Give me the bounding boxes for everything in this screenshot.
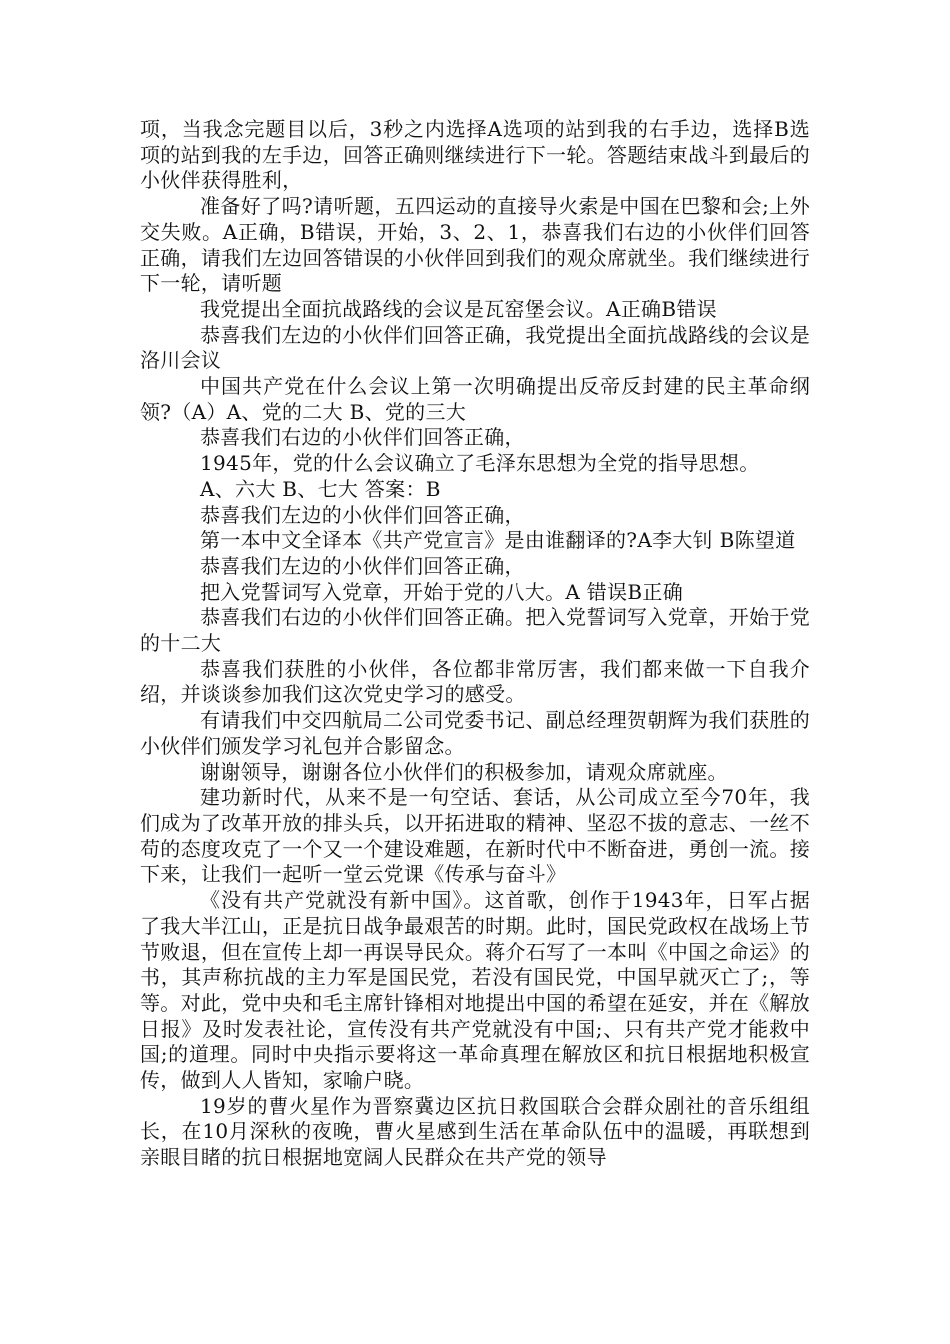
paragraph: 中国共产党在什么会议上第一次明确提出反帝反封建的民主革命纲领?（A）A、党的二大 B、党的三大 bbox=[140, 374, 810, 424]
paragraph: 准备好了吗?请听题，五四运动的直接导火索是中国在巴黎和会;上外交失败。A正确，B错误，开始，3、2、1，恭喜我们右边的小伙伴们回答正确，请我们左边回答错误的小伙伴回到我们的观众席就坐。我们继续进行下一轮，请听题 bbox=[140, 194, 810, 296]
paragraph: 恭喜我们左边的小伙伴们回答正确，我党提出全面抗战路线的会议是洛川会议 bbox=[140, 322, 810, 373]
paragraph: 恭喜我们左边的小伙伴们回答正确， bbox=[200, 502, 525, 527]
paragraph: 《没有共产党就没有新中国》。这首歌，创作于1943年，日军占据了我大半江山，正是抗日战争最艰苦的时期。此时，国民党政权在战场上节节败退，但在宣传上却一再误导民众。蒋介石写了一本叫《中国之命运》的书，其声称抗战的主力军是国民党，若没有国民党，中国早就灭亡了;，等等。对此，党中央和毛主席针锋相对地提出中国的希望在延安，并在《解放日报》及时发表社论，宣传没有共产党就没有中国;、只有共产党才能救中国;的道理。同时中央指示要将这一革命真理在解放区和抗日根据地积极宣传，做到人人皆知，家喻户晓。 bbox=[140, 888, 810, 1093]
paragraph: 把入党誓词写入党章，开始于党的八大。A 错误B正确 bbox=[200, 579, 683, 604]
document-body bbox=[140, 117, 810, 1171]
paragraph: 恭喜我们右边的小伙伴们回答正确。把入党誓词写入党章，开始于党的十二大 bbox=[140, 605, 810, 656]
paragraph: 恭喜我们左边的小伙伴们回答正确， bbox=[200, 553, 525, 578]
paragraph: 1945年，党的什么会议确立了毛泽东思想为全党的指导思想。 bbox=[200, 451, 760, 476]
paragraph: A、六大 B、七大 答案：B bbox=[200, 476, 441, 501]
paragraph: 恭喜我们右边的小伙伴们回答正确， bbox=[200, 425, 525, 450]
paragraph: 恭喜我们获胜的小伙伴，各位都非常厉害，我们都来做一下自我介绍，并谈谈参加我们这次党史学习的感受。 bbox=[140, 656, 810, 707]
paragraph: 项，当我念完题目以后，3秒之内选择A选项的站到我的右手边，选择B选项的站到我的左手边，回答正确则继续进行下一轮。答题结束战斗到最后的小伙伴获得胜利， bbox=[140, 117, 810, 193]
paragraph: 建功新时代，从来不是一句空话、套话，从公司成立至今70年，我们成为了改革开放的排头兵，以开拓进取的精神、坚忍不拔的意志、一丝不苟的态度攻克了一个又一个建设难题，在新时代中不断奋进，勇创一流。接下来，让我们一起听一堂云党课《传承与奋斗》 bbox=[140, 785, 810, 887]
paragraph: 19岁的曹火星作为晋察冀边区抗日救国联合会群众剧社的音乐组组长，在10月深秋的夜晚，曹火星感到生活在革命队伍中的温暖，再联想到亲眼目睹的抗日根据地宽阔人民群众在共产党的领导 bbox=[140, 1093, 810, 1170]
paragraph: 有请我们中交四航局二公司党委书记、副总经理贺朝辉为我们获胜的小伙伴们颁发学习礼包并合影留念。 bbox=[140, 708, 810, 758]
paragraph: 第一本中文全译本《共产党宣言》是由谁翻译的?A李大钊 B陈望道 bbox=[200, 528, 796, 553]
paragraph: 我党提出全面抗战路线的会议是瓦窑堡会议。A正确B错误 bbox=[200, 296, 717, 321]
paragraph: 谢谢领导，谢谢各位小伙伴们的积极参加，请观众席就座。 bbox=[200, 759, 728, 784]
